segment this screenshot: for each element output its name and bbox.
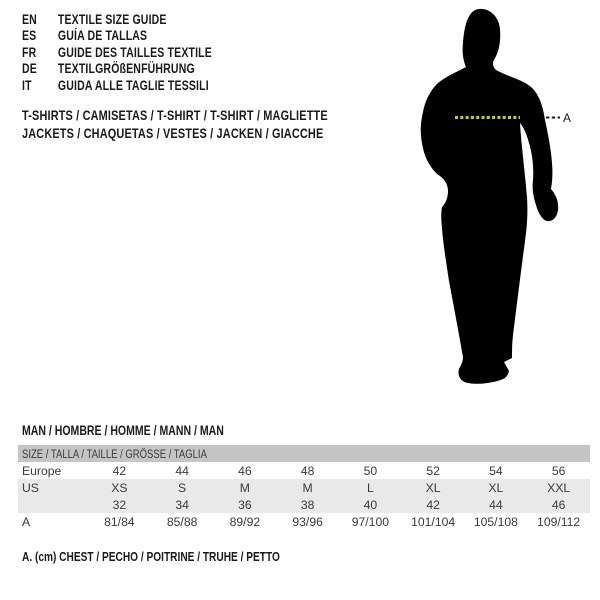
size-table-header-row — [18, 445, 590, 462]
guide-title: TEXTILE SIZE GUIDE — [57, 12, 167, 27]
table-cell: M — [214, 479, 277, 496]
table-cell: 101/104 — [411, 514, 456, 529]
table-cell: 105/108 — [473, 514, 518, 529]
language-row — [22, 78, 212, 94]
table-cell: 44 — [465, 496, 528, 513]
row-label: US — [18, 479, 88, 496]
table-cell: 109/112 — [537, 514, 581, 529]
table-cell: 42 — [402, 496, 465, 513]
guide-title: GUÍA DE TALLAS — [57, 28, 148, 44]
row-label — [18, 496, 88, 513]
language-row — [22, 28, 212, 44]
man-silhouette-figure — [405, 0, 600, 412]
section-title-man: MAN / HOMBRE / HOMME / MANN / MAN — [22, 423, 224, 438]
table-cell: 89/92 — [229, 514, 261, 529]
table-cell: XS — [88, 479, 151, 496]
table-cell: 81/84 — [104, 514, 135, 529]
language-code: DE — [22, 61, 37, 77]
size-table-header-label: SIZE / TALLA / TAILLE / GRÖSSE / TAGLIA — [22, 446, 207, 461]
language-code: IT — [22, 77, 32, 93]
measure-point-a-label: A — [563, 111, 572, 125]
language-code: ES — [22, 28, 37, 44]
language-code: FR — [22, 44, 37, 60]
table-cell: 42 — [112, 463, 127, 478]
table-cell: 32 — [88, 496, 151, 513]
size-table-header-cell — [18, 445, 590, 462]
table-cell: XXL — [527, 479, 590, 496]
table-cell: 56 — [551, 463, 566, 478]
language-list — [22, 12, 212, 94]
table-cell: XL — [402, 479, 465, 496]
garment-categories — [22, 106, 328, 142]
table-row-us-numeric — [18, 496, 590, 513]
language-code: EN — [22, 12, 37, 27]
measurement-footnote: A. (cm) CHEST / PECHO / POITRINE / TRUHE / PETTO — [22, 549, 280, 564]
table-cell: S — [151, 479, 214, 496]
table-cell: 34 — [151, 496, 214, 513]
row-label: A — [22, 514, 31, 529]
guide-title: TEXTILGRÖßENFÜHRUNG — [57, 61, 195, 77]
table-row-a-chest — [18, 513, 590, 530]
table-cell: 48 — [300, 463, 315, 478]
category-jackets: JACKETS / CHAQUETAS / VESTES / JACKEN / GIACCHE — [22, 125, 324, 141]
table-cell: 85/88 — [166, 514, 198, 529]
table-cell: 54 — [489, 463, 503, 478]
table-cell: 50 — [363, 463, 378, 478]
table-cell: M — [276, 479, 339, 496]
guide-title: GUIDA ALLE TAGLIE TESSILI — [57, 77, 209, 93]
language-row — [22, 45, 212, 61]
table-cell: L — [339, 479, 402, 496]
table-cell: 46 — [527, 496, 590, 513]
table-row-europe — [18, 462, 590, 479]
guide-title: GUIDE DES TAILLES TEXTILE — [57, 44, 212, 60]
table-cell: 36 — [214, 496, 277, 513]
language-row — [22, 12, 212, 28]
table-cell: 40 — [339, 496, 402, 513]
man-body-silhouette — [421, 9, 558, 384]
table-cell: 44 — [175, 463, 189, 478]
table-cell: 93/96 — [292, 514, 323, 529]
table-cell: XL — [465, 479, 528, 496]
size-table — [18, 445, 590, 530]
table-cell: 97/100 — [351, 514, 390, 529]
row-label: Europe — [22, 463, 62, 478]
language-row — [22, 61, 212, 77]
table-cell: 52 — [426, 463, 440, 478]
table-cell: 38 — [276, 496, 339, 513]
table-cell: 46 — [238, 463, 252, 478]
table-row-us — [18, 479, 590, 496]
category-tshirts: T-SHIRTS / CAMISETAS / T-SHIRT / T-SHIRT / MAGLIETTE — [22, 107, 328, 123]
